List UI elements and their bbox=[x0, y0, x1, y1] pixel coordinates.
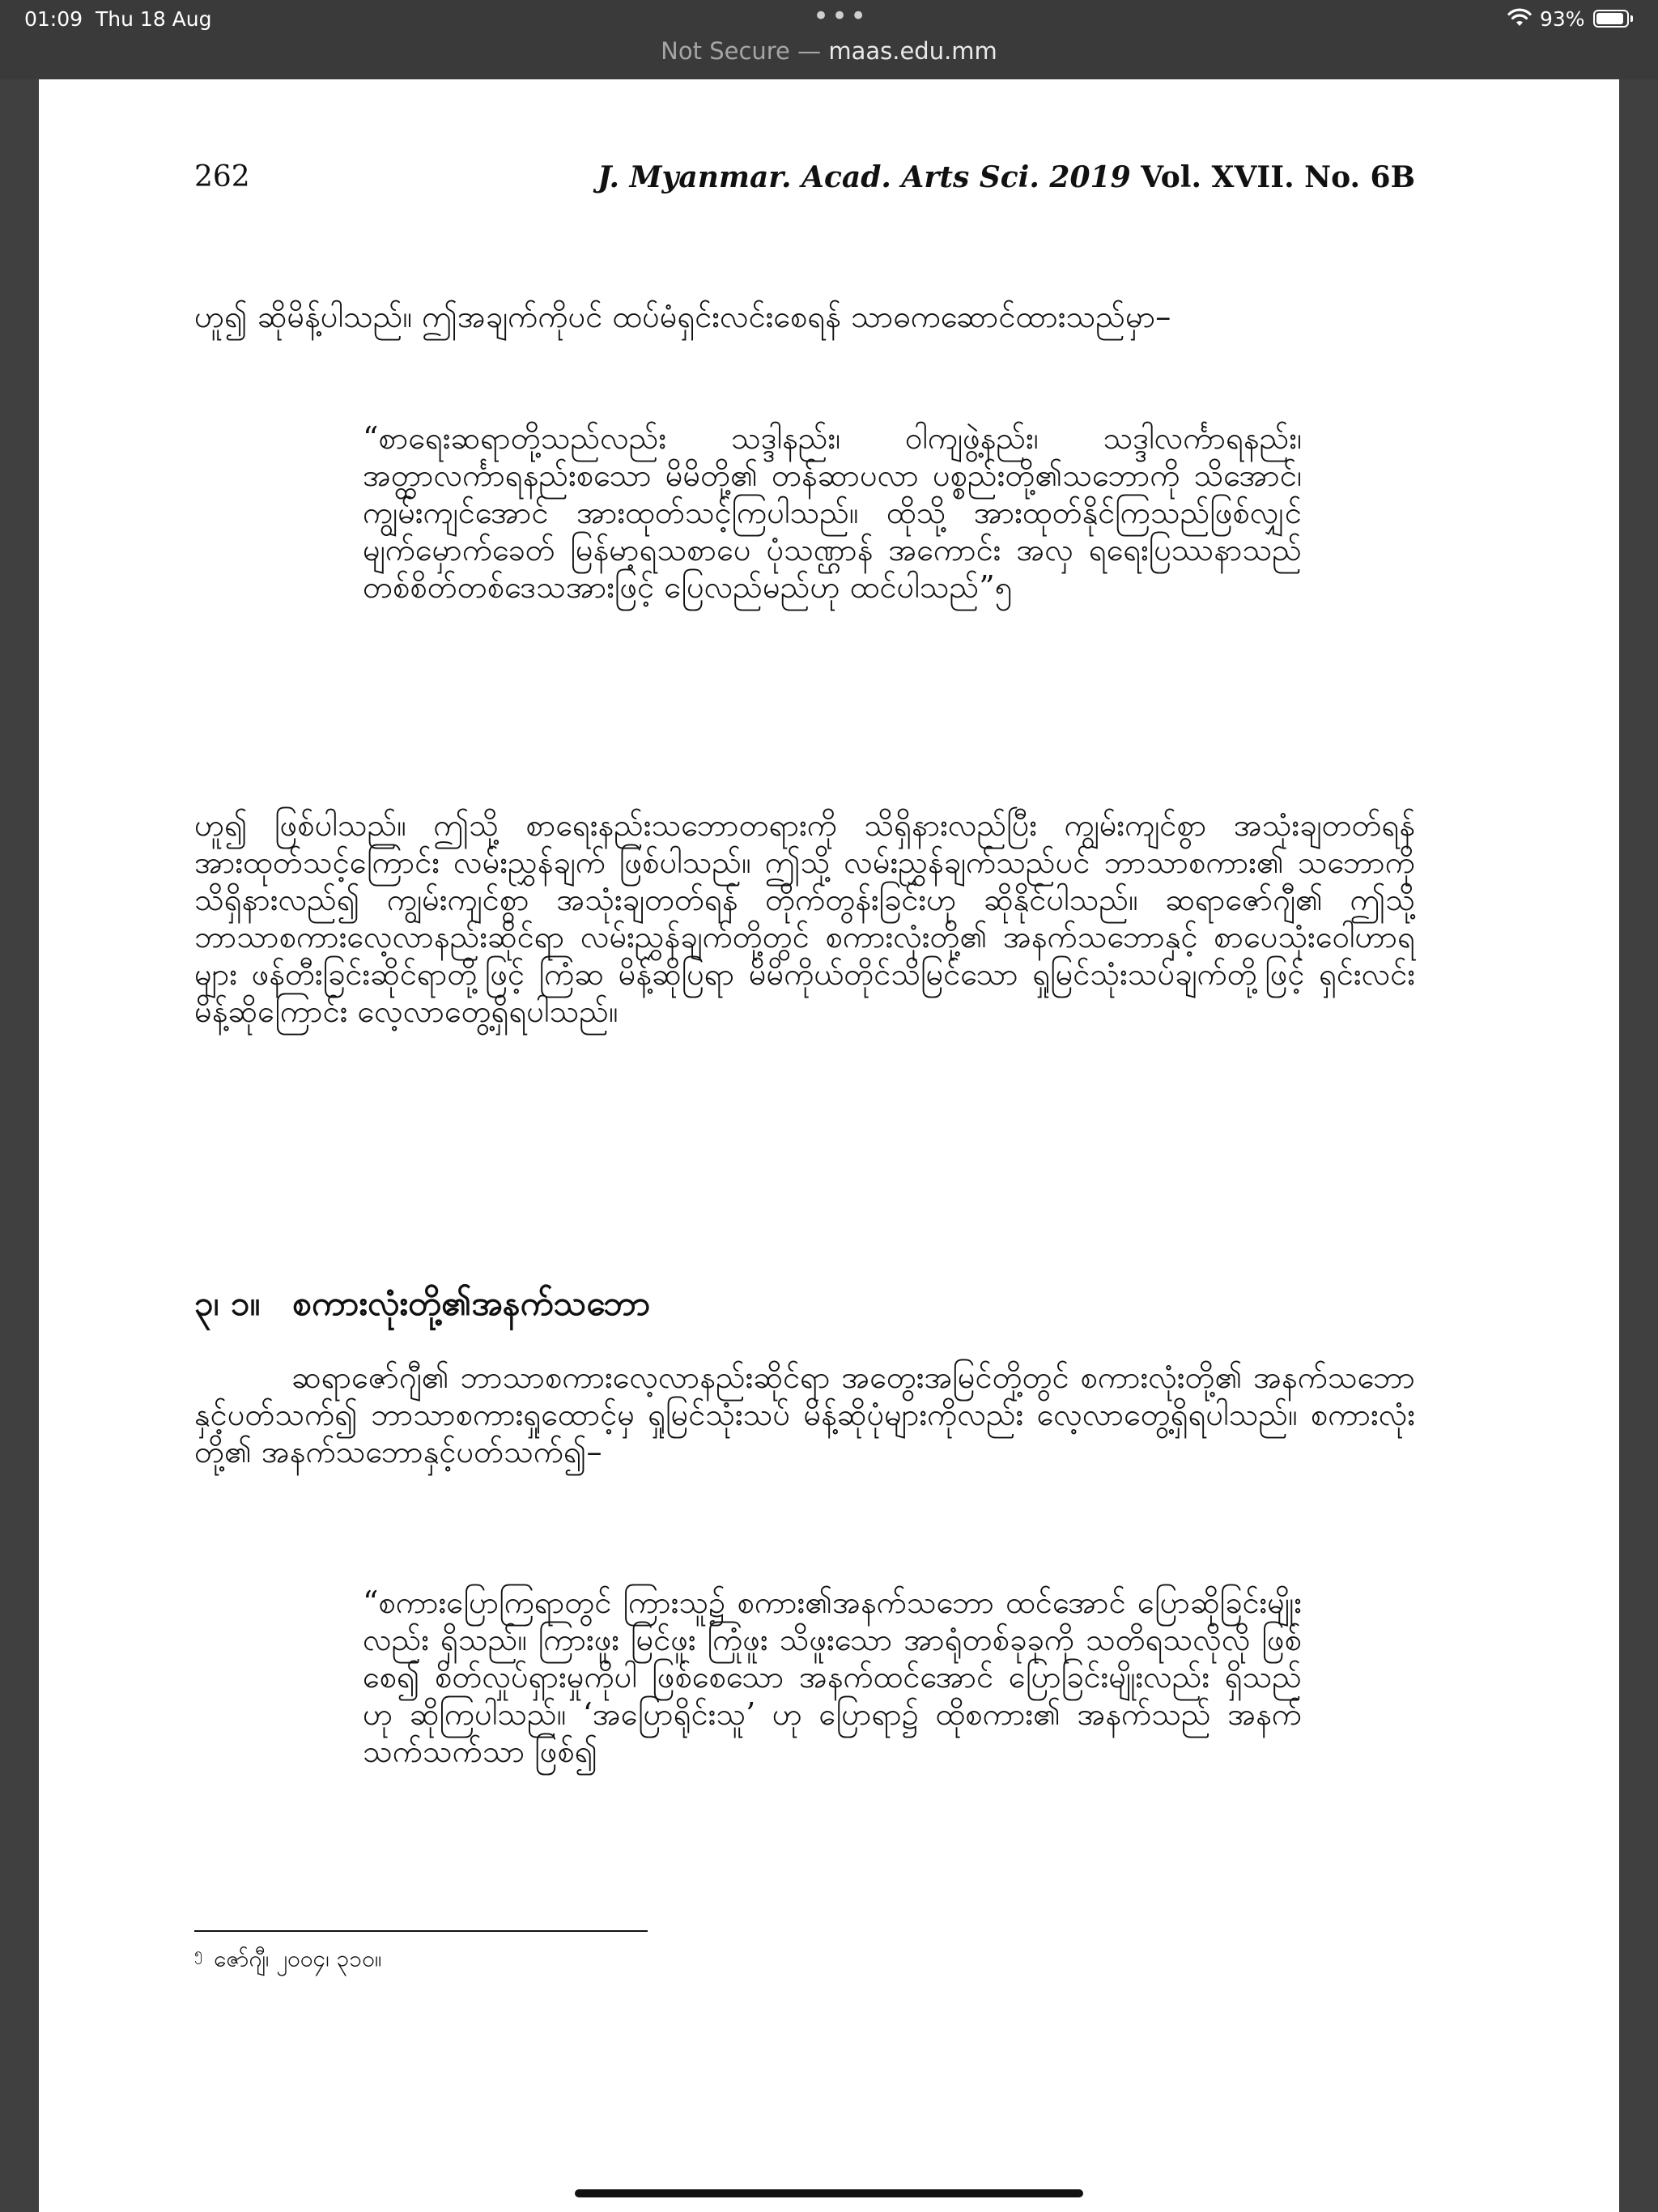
security-indicator: Not Secure — bbox=[661, 37, 822, 65]
document-page bbox=[39, 79, 1619, 2212]
page-number: 262 bbox=[194, 160, 250, 194]
status-time: 01:09 bbox=[24, 7, 83, 31]
multitasking-dots-icon[interactable]: ••• bbox=[813, 0, 869, 32]
journal-title: J. Myanmar. Acad. Arts Sci. 2019 bbox=[597, 160, 1131, 194]
journal-reference bbox=[597, 160, 1415, 194]
footnote-text: ဇော်ဂျီ၊ ၂၀၀၄၊ ၃၁၀။ bbox=[214, 1945, 382, 1972]
home-indicator[interactable] bbox=[575, 2189, 1083, 2197]
footnote bbox=[194, 1943, 381, 1977]
address-bar[interactable] bbox=[0, 39, 1658, 79]
section-number: ၃၊ ၁။ bbox=[194, 1283, 261, 1323]
paragraph-3: ဆရာဇော်ဂျီ၏ ဘာသာစကားလေ့လာနည်းဆိုင်ရာ အတွေးအမြင်တို့တွင် စကားလုံးတို့၏ အနက်သဘောနှင့်ပတ်သက်၍ ဘာသာစကားရှုထောင့်မှ ရှုမြင်သုံးသပ် မိန့်ဆိုပုံများကိုလည်း လေ့လာတွေ့ရှိရပါသည်။ စကားလုံးတို့၏ အနက်သဘောနှင့်ပတ်သက်၍– bbox=[194, 1359, 1415, 1470]
footnote-marker: ၅ bbox=[194, 1945, 203, 1962]
section-heading bbox=[194, 1282, 650, 1332]
status-bar bbox=[0, 0, 1658, 39]
battery-icon bbox=[1593, 10, 1629, 28]
status-date: Thu 18 Aug bbox=[96, 7, 212, 31]
footnote-divider bbox=[194, 1930, 648, 1932]
paragraph-1: ဟူ၍ ဆိုမိန့်ပါသည်။ ဤအချက်ကိုပင် ထပ်မံရှင်းလင်းစေရန် သာဓကဆောင်ထားသည်မှာ– bbox=[194, 299, 1171, 334]
block-quote-1: “စာရေးဆရာတို့သည်လည်း သဒ္ဒါနည်း၊ ဝါကျဖွဲ့နည်း၊ သဒ္ဒါလင်္ကာရနည်း၊ အတ္ထာလင်္ကာရနည်းစသော မိမိတို့၏ တန်ဆာပလာ ပစ္စည်းတို့၏သဘောကို သိအောင်၊ ကျွမ်းကျင်အောင် အားထုတ်သင့်ကြပါသည်။ ထိုသို့ အားထုတ်နိုင်ကြသည်ဖြစ်လျှင် မျက်မှောက်ခေတ် မြန်မာ့ရသစာပေ ပုံသဏ္ဌာန် အကောင်း အလှ ရရေးပြဿနာသည် တစ်စိတ်တစ်ဒေသအားဖြင့် ပြေလည်မည်ဟု ထင်ပါသည်”၅ bbox=[363, 420, 1302, 605]
journal-volume: Vol. XVII. No. 6B bbox=[1141, 160, 1415, 194]
wifi-icon bbox=[1507, 6, 1532, 28]
section-title: စကားလုံးတို့၏အနက်သဘော bbox=[292, 1283, 651, 1323]
battery-level-fill bbox=[1596, 13, 1623, 24]
battery-percentage: 93% bbox=[1540, 7, 1585, 31]
url-domain: maas.edu.mm bbox=[828, 37, 997, 65]
paragraph-2: ဟူ၍ ဖြစ်ပါသည်။ ဤသို့ စာရေးနည်းသဘောတရားကို သိရှိနားလည်ပြီး ကျွမ်းကျင်စွာ အသုံးချတတ်ရန် အားထုတ်သင့်ကြောင်း လမ်းညွှန်ချက် ဖြစ်ပါသည်။ ဤသို့ လမ်းညွှန်ချက်သည်ပင် ဘာသာစကား၏ သဘောကို သိရှိနားလည်၍ ကျွမ်းကျင်စွာ အသုံးချတတ်ရန် တိုက်တွန်းခြင်းဟု ဆိုနိုင်ပါသည်။ ဆရာဇော်ဂျီ၏ ဤသို့ ဘာသာစကားလေ့လာနည်းဆိုင်ရာ လမ်းညွှန်ချက်တို့တွင် စကားလုံးတို့၏ အနက်သဘောနှင့် စာပေသုံးဝေါဟာရများ ဖန်တီးခြင်းဆိုင်ရာတို့ဖြင့် ကြံဆ မိန့်ဆိုပြရာ မိမိကိုယ်တိုင်သိမြင်သော ရှုမြင်သုံးသပ်ချက်တို့ဖြင့် ရှင်းလင်းမိန့်ဆိုကြောင်း လေ့လာတွေ့ရှိရပါသည်။ bbox=[194, 807, 1415, 1029]
block-quote-2: “စကားပြောကြရာတွင် ကြားသူ၌ စကား၏အနက်သဘော ထင်အောင် ပြောဆိုခြင်းမျိုးလည်း ရှိသည်။ ကြားဖူး မြင်ဖူး ကြုံဖူး သိဖူးသော အာရုံတစ်ခုခုကို သတိရသလိုလို ဖြစ်စေ၍ စိတ်လှုပ်ရှားမှုကိုပါ ဖြစ်စေသော အနက်ထင်အောင် ပြောခြင်းမျိုးလည်း ရှိသည်ဟု ဆိုကြပါသည်။ ‘အပြောရိုင်းသူ’ ဟု ပြောရာ၌ ထိုစကား၏ အနက်သည် အနက်သက်သက်သာ ဖြစ်၍ bbox=[363, 1585, 1302, 1769]
